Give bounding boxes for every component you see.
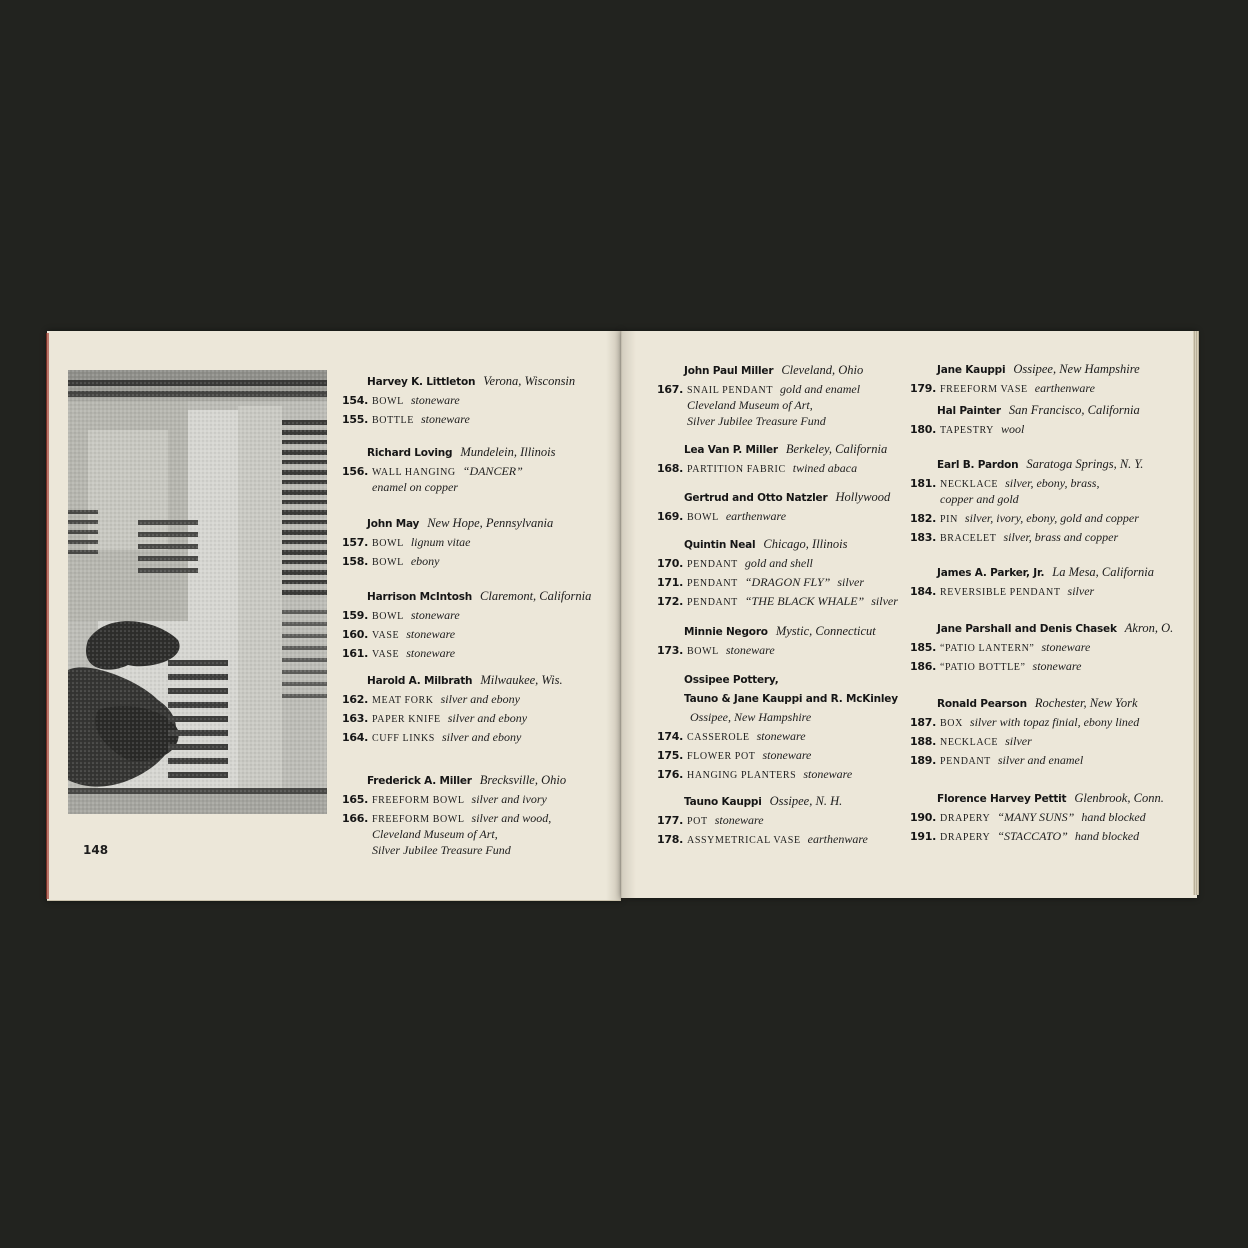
- item-type: HANGING PLANTERS: [687, 770, 797, 781]
- catalogue-item: [906, 381, 1095, 397]
- item-material: gold and shell: [744, 556, 813, 570]
- catalogue-item: [906, 829, 1139, 845]
- catalogue-item: [906, 640, 1090, 656]
- item-material: “STACCATO”: [997, 829, 1068, 843]
- item-type: PARTITION FABRIC: [687, 464, 786, 475]
- item-type: ASSYMETRICAL VASE: [687, 835, 801, 846]
- catalogue-item: [906, 715, 1139, 731]
- item-type: BOWL: [372, 611, 404, 622]
- artist-name: Richard Loving: [367, 447, 453, 459]
- item-material: stoneware: [803, 767, 853, 781]
- artist-location: Milwaukee, Wis.: [480, 673, 563, 687]
- item-type: BOWL: [372, 396, 404, 407]
- catalogue-item: [338, 811, 551, 827]
- catalogue-item: [338, 464, 523, 480]
- item-type: VASE: [372, 649, 400, 660]
- item-type: CASSEROLE: [687, 732, 750, 743]
- item-number: 161.: [342, 647, 368, 660]
- page-number: 148: [83, 843, 109, 857]
- item-type: PENDANT: [687, 578, 738, 589]
- item-type: NECKLACE: [940, 737, 999, 748]
- item-material: stoneware: [420, 412, 470, 426]
- artist-location: New Hope, Pennsylvania: [427, 516, 554, 530]
- item-material: earthenware: [725, 509, 787, 523]
- artist-line: [367, 516, 553, 531]
- item-type: FLOWER POT: [687, 751, 756, 762]
- item-number: 190.: [910, 811, 936, 824]
- catalogue-item: [338, 730, 521, 746]
- item-material: stoneware: [406, 646, 456, 660]
- item-type: BOWL: [687, 512, 719, 523]
- item-number: 182.: [910, 512, 936, 525]
- artist-location: Claremont, California: [480, 589, 592, 603]
- item-type: FREEFORM BOWL: [372, 814, 465, 825]
- item-type: PAPER KNIFE: [372, 714, 441, 725]
- item-material: silver and ivory: [471, 792, 547, 806]
- artist-name: Ossipee Pottery,: [684, 674, 779, 686]
- item-type: “PATIO LANTERN”: [940, 643, 1035, 654]
- artist-name: Tauno Kauppi: [684, 796, 762, 808]
- item-material: earthenware: [807, 832, 868, 846]
- artist-location: La Mesa, California: [1052, 565, 1155, 579]
- item-material: stoneware: [756, 729, 806, 743]
- item-type: POT: [687, 816, 708, 827]
- item-material: “THE BLACK WHALE”: [744, 594, 865, 608]
- woven-rug-photo: [68, 370, 327, 814]
- catalogue-item: [653, 575, 864, 591]
- item-number: 154.: [342, 394, 368, 407]
- item-note: Silver Jubilee Treasure Fund: [687, 414, 826, 428]
- artist-line: [937, 621, 1173, 636]
- catalogue-item: [653, 767, 852, 783]
- item-type: REVERSIBLE PENDANT: [940, 587, 1061, 598]
- book-gutter: [606, 331, 636, 900]
- item-number: 185.: [910, 641, 936, 654]
- item-number: 191.: [910, 830, 936, 843]
- artist-name: Quintin Neal: [684, 539, 756, 551]
- artist-name: James A. Parker, Jr.: [937, 567, 1045, 579]
- catalogue-item: [338, 608, 460, 624]
- artist-name: Minnie Negoro: [684, 626, 768, 638]
- artist-location: Ossipee, New Hampshire: [690, 710, 812, 724]
- item-type: FREEFORM BOWL: [372, 795, 465, 806]
- item-type: DRAPERY: [940, 832, 991, 843]
- item-note: enamel on copper: [372, 480, 458, 494]
- catalogue-item: [653, 832, 868, 848]
- item-material: ebony: [410, 554, 440, 568]
- item-type: VASE: [372, 630, 400, 641]
- item-number: 170.: [657, 557, 683, 570]
- catalogue-item: [653, 813, 764, 829]
- artist-location: Cleveland, Ohio: [781, 363, 864, 377]
- item-material: silver: [1067, 584, 1095, 598]
- item-material-extra: silver: [871, 594, 898, 608]
- item-number: 177.: [657, 814, 683, 827]
- item-number: 167.: [657, 383, 683, 396]
- item-number: 183.: [910, 531, 936, 544]
- item-note: Silver Jubilee Treasure Fund: [372, 843, 511, 857]
- item-number: 186.: [910, 660, 936, 673]
- item-type: PENDANT: [940, 756, 991, 767]
- catalogue-item: [653, 382, 860, 398]
- artist-line: [684, 691, 898, 706]
- page-fore-edge: [1193, 331, 1199, 895]
- item-material: silver and enamel: [997, 753, 1084, 767]
- artist-line: [367, 673, 563, 688]
- item-material-extra: hand blocked: [1081, 810, 1146, 824]
- item-material: silver, brass and copper: [1003, 530, 1119, 544]
- catalogue-item: [653, 461, 857, 477]
- item-number: 179.: [910, 382, 936, 395]
- catalogue-item: [906, 530, 1118, 546]
- artist-location: Akron, O.: [1124, 621, 1174, 635]
- artist-location: Berkeley, California: [785, 442, 888, 456]
- item-type: TAPESTRY: [940, 425, 995, 436]
- item-number: 155.: [342, 413, 368, 426]
- item-material: silver, ivory, ebony, gold and copper: [964, 511, 1139, 525]
- artist-line: [684, 537, 847, 552]
- item-number: 168.: [657, 462, 683, 475]
- artist-line: [684, 624, 876, 639]
- artist-location: Glenbrook, Conn.: [1074, 791, 1164, 805]
- artist-location: San Francisco, California: [1008, 403, 1140, 417]
- catalogue-item: [338, 792, 547, 808]
- item-number: 188.: [910, 735, 936, 748]
- item-type: CUFF LINKS: [372, 733, 435, 744]
- artist-line: [684, 794, 842, 809]
- item-material-extra: silver: [837, 575, 864, 589]
- item-type: PENDANT: [687, 559, 738, 570]
- catalogue-item: [338, 535, 471, 551]
- catalogue-item: [906, 734, 1032, 750]
- item-type: PIN: [940, 514, 958, 525]
- item-number: 184.: [910, 585, 936, 598]
- artist-line: [684, 672, 779, 687]
- catalogue-item: [653, 643, 775, 659]
- catalogue-item: [906, 511, 1139, 527]
- item-material: stoneware: [1041, 640, 1091, 654]
- artist-location: Ossipee, New Hampshire: [1013, 362, 1140, 376]
- item-number: 166.: [342, 812, 368, 825]
- artist-line: [937, 696, 1138, 711]
- artist-line: [937, 362, 1140, 377]
- item-material: earthenware: [1034, 381, 1095, 395]
- catalogue-item: [653, 748, 811, 764]
- artist-name: Earl B. Pardon: [937, 459, 1019, 471]
- item-number: 156.: [342, 465, 368, 478]
- catalogue-item: [906, 422, 1024, 438]
- item-material: “DRAGON FLY”: [744, 575, 831, 589]
- item-material: silver with topaz finial, ebony lined: [969, 715, 1140, 729]
- catalogue-item: [338, 412, 470, 428]
- item-type: BOX: [940, 718, 963, 729]
- artist-name: Ronald Pearson: [937, 698, 1027, 710]
- artist-location: Saratoga Springs, N. Y.: [1026, 457, 1144, 471]
- item-type: NECKLACE: [940, 479, 999, 490]
- artist-line: [367, 374, 575, 389]
- artist-line: [937, 457, 1143, 472]
- item-number: 163.: [342, 712, 368, 725]
- catalogue-item: [906, 753, 1083, 769]
- item-note: Cleveland Museum of Art,: [372, 827, 498, 841]
- item-number: 173.: [657, 644, 683, 657]
- artist-location: Verona, Wisconsin: [483, 374, 576, 388]
- catalogue-item: [653, 729, 806, 745]
- item-number: 159.: [342, 609, 368, 622]
- catalogue-item: [653, 594, 898, 610]
- artist-location: Chicago, Illinois: [763, 537, 848, 551]
- item-material: gold and enamel: [780, 382, 861, 396]
- rug-image: [68, 370, 327, 814]
- item-material: stoneware: [406, 627, 456, 641]
- left-cover-edge: [46, 333, 49, 899]
- artist-name: John May: [367, 518, 420, 530]
- artist-name: Jane Parshall and Denis Chasek: [937, 623, 1117, 635]
- item-material: stoneware: [714, 813, 764, 827]
- catalogue-item: [338, 627, 455, 643]
- item-type: MEAT FORK: [372, 695, 434, 706]
- catalogue-item: [338, 393, 460, 409]
- item-material: twined abaca: [792, 461, 858, 475]
- item-material: silver and ebony: [447, 711, 528, 725]
- artist-name: Harrison McIntosh: [367, 591, 473, 603]
- catalogue-item: [653, 556, 813, 572]
- artist-location: Brecksville, Ohio: [479, 773, 567, 787]
- item-material: silver and ebony: [440, 692, 520, 706]
- item-material-extra: hand blocked: [1074, 829, 1140, 843]
- artist-name: Frederick A. Miller: [367, 775, 472, 787]
- item-material: “MANY SUNS”: [997, 810, 1075, 824]
- item-type: SNAIL PENDANT: [687, 385, 774, 396]
- catalogue-item: [906, 810, 1146, 826]
- artist-name: John Paul Miller: [684, 365, 774, 377]
- item-number: 189.: [910, 754, 936, 767]
- item-material: wool: [1001, 422, 1025, 436]
- item-type: BOTTLE: [372, 415, 414, 426]
- item-material: silver: [1005, 734, 1032, 748]
- item-number: 181.: [910, 477, 936, 490]
- artist-location: Rochester, New York: [1034, 696, 1138, 710]
- item-number: 174.: [657, 730, 683, 743]
- item-note: Cleveland Museum of Art,: [687, 398, 813, 412]
- item-number: 175.: [657, 749, 683, 762]
- item-material: lignum vitae: [410, 535, 471, 549]
- item-type: PENDANT: [687, 597, 738, 608]
- item-number: 158.: [342, 555, 368, 568]
- artist-line: [684, 490, 890, 505]
- item-material: “DANCER”: [462, 464, 523, 478]
- item-number: 172.: [657, 595, 683, 608]
- artist-location: Hollywood: [835, 490, 891, 504]
- item-material: stoneware: [725, 643, 775, 657]
- catalogue-item: [338, 646, 455, 662]
- item-material: stoneware: [762, 748, 812, 762]
- catalogue-item: [906, 659, 1081, 675]
- artist-location: Ossipee, N. H.: [769, 794, 843, 808]
- artist-name: Harold A. Milbrath: [367, 675, 473, 687]
- artist-name: Florence Harvey Pettit: [937, 793, 1067, 805]
- catalogue-item: [338, 711, 527, 727]
- artist-line: [684, 442, 887, 457]
- item-number: 169.: [657, 510, 683, 523]
- catalogue-item: [906, 476, 1099, 492]
- artist-name: Hal Painter: [937, 405, 1001, 417]
- artist-line: [937, 403, 1140, 418]
- catalogue-item: [906, 584, 1094, 600]
- item-type: DRAPERY: [940, 813, 991, 824]
- artist-line: [937, 565, 1154, 580]
- artist-name: Jane Kauppi: [937, 364, 1006, 376]
- item-type: WALL HANGING: [372, 467, 456, 478]
- item-note: copper and gold: [940, 492, 1019, 506]
- artist-line: [367, 445, 555, 460]
- item-type: BOWL: [372, 538, 404, 549]
- item-number: 165.: [342, 793, 368, 806]
- item-number: 180.: [910, 423, 936, 436]
- item-number: 178.: [657, 833, 683, 846]
- artist-location: Mundelein, Illinois: [460, 445, 556, 459]
- item-type: FREEFORM VASE: [940, 384, 1028, 395]
- artist-name: Lea Van P. Miller: [684, 444, 778, 456]
- item-material: silver, ebony, brass,: [1005, 476, 1100, 490]
- artist-line: [367, 589, 591, 604]
- catalogue-item: [338, 554, 440, 570]
- item-number: 176.: [657, 768, 683, 781]
- artist-line: [367, 773, 566, 788]
- item-type: BOWL: [372, 557, 404, 568]
- item-material: silver and ebony: [441, 730, 522, 744]
- item-number: 171.: [657, 576, 683, 589]
- item-number: 187.: [910, 716, 936, 729]
- artist-name: Harvey K. Littleton: [367, 376, 476, 388]
- item-number: 157.: [342, 536, 368, 549]
- item-material: stoneware: [410, 393, 460, 407]
- item-number: 162.: [342, 693, 368, 706]
- item-type: “PATIO BOTTLE”: [940, 662, 1026, 673]
- artist-location: Mystic, Connecticut: [775, 624, 876, 638]
- item-material: stoneware: [410, 608, 460, 622]
- artist-name: Gertrud and Otto Natzler: [684, 492, 828, 504]
- catalogue-item: [653, 509, 786, 525]
- item-number: 160.: [342, 628, 368, 641]
- item-number: 164.: [342, 731, 368, 744]
- item-material: stoneware: [1032, 659, 1082, 673]
- artist-name: Tauno & Jane Kauppi and R. McKinley: [684, 693, 898, 705]
- item-type: BOWL: [687, 646, 719, 657]
- catalogue-item: [338, 692, 520, 708]
- item-material: silver and wood,: [471, 811, 552, 825]
- artist-line: [684, 363, 863, 378]
- artist-line: [937, 791, 1164, 806]
- item-type: BRACELET: [940, 533, 997, 544]
